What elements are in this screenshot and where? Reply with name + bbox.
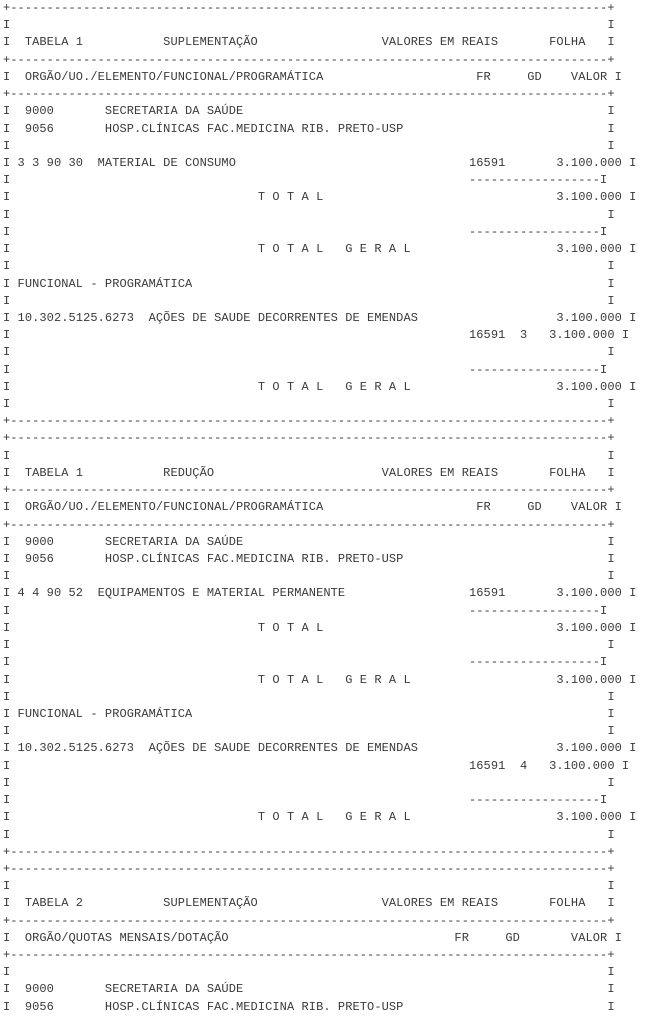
report-line: I 9056 HOSP.CLÍNICAS FAC.MEDICINA RIB. PRETO-USP I (3, 552, 615, 566)
document-page (3, 0, 660, 1024)
report-line: I I (3, 827, 615, 842)
report-line: I FUNCIONAL - PROGRAMÁTICA I (3, 276, 615, 291)
report-line: +----------------------------------------------------------------------------------+ (3, 861, 615, 876)
report-line: I I (3, 724, 615, 739)
report-line: I I (3, 345, 615, 360)
report-line: I I (3, 207, 615, 222)
report-line: I TABELA 2 SUPLEMENTAÇÃO VALORES EM REAIS FOLHA I (3, 896, 615, 911)
report-line: I ------------------I (3, 603, 608, 618)
report-line: I I (3, 448, 615, 463)
report-line: I I (3, 775, 615, 790)
report-line: +----------------------------------------------------------------------------------+ (3, 414, 615, 429)
report-line: I TABELA 1 SUPLEMENTAÇÃO VALORES EM REAIS FOLHA I (3, 35, 615, 50)
report-line: I 4 4 90 52 EQUIPAMENTOS E MATERIAL PERMANENTE 16591 3.100.000 I (3, 586, 637, 601)
report-line: I 9000 SECRETARIA DA SAÚDE I (3, 104, 615, 119)
report-line: +----------------------------------------------------------------------------------+ (3, 913, 615, 928)
report-line: I I (3, 965, 615, 980)
report-line: I ORGÃO/UO./ELEMENTO/FUNCIONAL/PROGRAMÁTICA FR GD VALOR I (3, 500, 622, 515)
report-line: +----------------------------------------------------------------------------------+ (3, 52, 615, 67)
report-line: +----------------------------------------------------------------------------------+ (3, 948, 615, 963)
report-line: I ORGÃO/QUOTAS MENSAIS/DOTAÇÃO FR GD VALOR I (3, 930, 622, 945)
report-line: I I (3, 259, 615, 274)
report-line: I 10.302.5125.6273 AÇÕES DE SAUDE DECORRENTES DE EMENDAS 3.100.000 I (3, 741, 637, 756)
report-line: I FUNCIONAL - PROGRAMÁTICA I (3, 706, 615, 721)
report-line: I I (3, 138, 615, 153)
report-line: I ------------------I (3, 362, 608, 377)
report-line: I I (3, 689, 615, 704)
report-line: +----------------------------------------------------------------------------------+ (3, 1, 615, 15)
report-line: I I (3, 879, 615, 894)
report-line: I T O T A L 3.100.000 I (3, 620, 637, 635)
report-line: I T O T A L G E R A L 3.100.000 I (3, 672, 637, 687)
report-line: I ------------------I (3, 793, 608, 808)
budget-report-printout (3, 0, 660, 1016)
report-line: I I (3, 18, 615, 33)
report-line: +----------------------------------------------------------------------------------+ (3, 87, 615, 102)
report-line: I 9000 SECRETARIA DA SAÚDE I (3, 534, 615, 549)
report-line: I I (3, 638, 615, 653)
report-line: I ORGÃO/UO./ELEMENTO/FUNCIONAL/PROGRAMÁTICA FR GD VALOR I (3, 69, 622, 84)
report-line: I I (3, 293, 615, 308)
report-line: I 3 3 90 30 MATERIAL DE CONSUMO 16591 3.100.000 I (3, 155, 637, 170)
report-line: +----------------------------------------------------------------------------------+ (3, 431, 615, 446)
report-line: I 16591 4 3.100.000 I (3, 758, 630, 773)
report-line: I ------------------I (3, 224, 608, 239)
report-line: +----------------------------------------------------------------------------------+ (3, 844, 615, 859)
report-line: I T O T A L G E R A L 3.100.000 I (3, 242, 637, 257)
report-line: +----------------------------------------------------------------------------------+ (3, 517, 615, 532)
report-line: I ------------------I (3, 655, 608, 670)
report-line: I 16591 3 3.100.000 I (3, 328, 630, 343)
report-line: I 9056 HOSP.CLÍNICAS FAC.MEDICINA RIB. PRETO-USP I (3, 121, 615, 136)
report-line: I 9000 SECRETARIA DA SAÚDE I (3, 982, 615, 997)
report-line: I T O T A L G E R A L 3.100.000 I (3, 810, 637, 825)
report-line: I TABELA 1 REDUÇÃO VALORES EM REAIS FOLHA I (3, 465, 615, 480)
report-line: I T O T A L G E R A L 3.100.000 I (3, 379, 637, 394)
report-line: I I (3, 569, 615, 584)
report-line: +----------------------------------------------------------------------------------+ (3, 483, 615, 498)
report-line: I T O T A L 3.100.000 I (3, 190, 637, 205)
report-line: I ------------------I (3, 173, 608, 188)
report-line: I I (3, 397, 615, 412)
report-line: I 10.302.5125.6273 AÇÕES DE SAUDE DECORRENTES DE EMENDAS 3.100.000 I (3, 310, 637, 325)
report-line: I 9056 HOSP.CLÍNICAS FAC.MEDICINA RIB. PRETO-USP I (3, 999, 615, 1014)
